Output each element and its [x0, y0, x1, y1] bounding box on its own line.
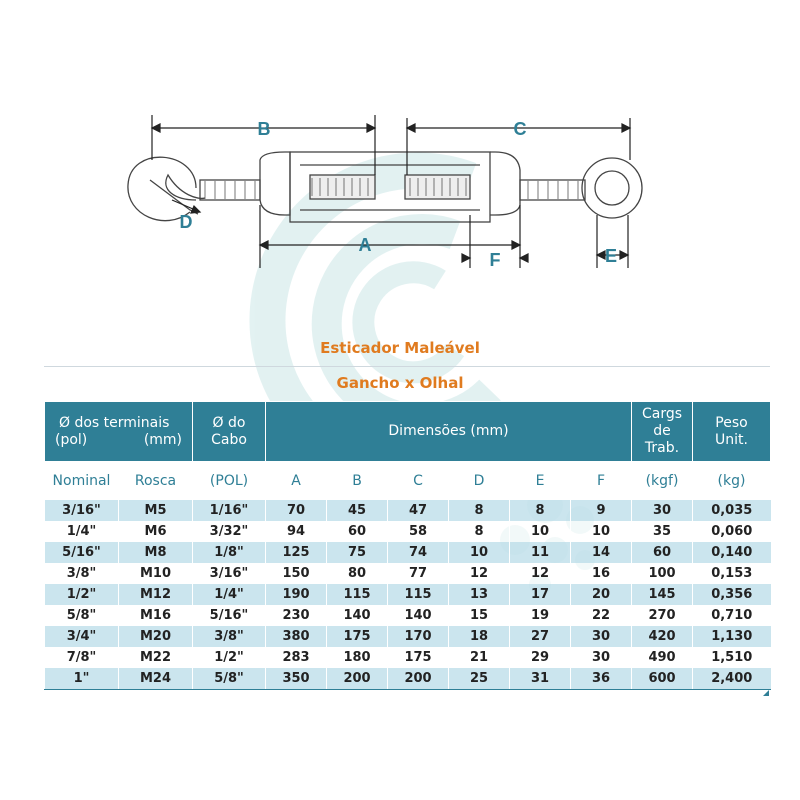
- table-cell: M5: [119, 500, 193, 522]
- corner-mark: [763, 690, 771, 696]
- eye-inner: [595, 171, 629, 205]
- table-cell: 21: [449, 647, 510, 668]
- hook-thread: [200, 180, 260, 200]
- table-row: [45, 668, 771, 690]
- table-cell: 18: [449, 626, 510, 647]
- label-c: C: [513, 119, 527, 139]
- table-cell: 74: [388, 542, 449, 563]
- header-cabo: Ø do Cabo: [193, 402, 266, 462]
- table-cell: 200: [388, 668, 449, 690]
- table-row: [45, 542, 771, 563]
- subheader-row: [45, 462, 771, 500]
- table-cell: 8: [449, 500, 510, 522]
- header-terminals-pol: (pol): [55, 431, 88, 448]
- table-cell: 170: [388, 626, 449, 647]
- table-cell: 11: [510, 542, 571, 563]
- table-cell: 150: [266, 563, 327, 584]
- table-cell: 3/4": [45, 626, 119, 647]
- table-cell: 8: [510, 500, 571, 522]
- table-cell: 30: [571, 647, 632, 668]
- header-carga: Cargs de Trab.: [632, 402, 693, 462]
- table-cell: 12: [510, 563, 571, 584]
- table-cell: 10: [571, 521, 632, 542]
- table-cell: 1/16": [193, 500, 266, 522]
- table-cell: 0,035: [693, 500, 771, 522]
- table-cell: 17: [510, 584, 571, 605]
- table-row: [45, 626, 771, 647]
- subheader-cell: B: [327, 462, 388, 500]
- table-cell: 140: [327, 605, 388, 626]
- table-cell: 283: [266, 647, 327, 668]
- table-cell: 230: [266, 605, 327, 626]
- table-cell: 115: [327, 584, 388, 605]
- subheader-cell: E: [510, 462, 571, 500]
- table-cell: 13: [449, 584, 510, 605]
- table-cell: 1/4": [193, 584, 266, 605]
- subheader-cell: F: [571, 462, 632, 500]
- table-cell: 14: [571, 542, 632, 563]
- header-peso: Peso Unit.: [693, 402, 771, 462]
- turnbuckle-diagram: [0, 0, 800, 300]
- table-cell: M16: [119, 605, 193, 626]
- subheader-cell: (POL): [193, 462, 266, 500]
- table-cell: 19: [510, 605, 571, 626]
- subheader-cell: Rosca: [119, 462, 193, 500]
- table-cell: 30: [571, 626, 632, 647]
- table-cell: 35: [632, 521, 693, 542]
- table-cell: 45: [327, 500, 388, 522]
- table-cell: 175: [388, 647, 449, 668]
- table-cell: 1": [45, 668, 119, 690]
- header-terminals: [45, 402, 193, 462]
- subheader-cell: (kgf): [632, 462, 693, 500]
- table-cell: 8: [449, 521, 510, 542]
- label-a: A: [358, 235, 372, 255]
- table-row: [45, 563, 771, 584]
- table-cell: 5/8": [193, 668, 266, 690]
- table-cell: M22: [119, 647, 193, 668]
- label-d: D: [179, 212, 193, 232]
- table-cell: 25: [449, 668, 510, 690]
- table-cell: 420: [632, 626, 693, 647]
- subheader-cell: (kg): [693, 462, 771, 500]
- table-cell: 2,400: [693, 668, 771, 690]
- body-frame: [260, 152, 290, 215]
- product-title: Esticador Maleável: [320, 339, 480, 357]
- table-cell: 27: [510, 626, 571, 647]
- label-f: F: [489, 250, 501, 270]
- table-cell: 77: [388, 563, 449, 584]
- table-cell: 0,710: [693, 605, 771, 626]
- table-cell: 1/4": [45, 521, 119, 542]
- table-cell: 60: [632, 542, 693, 563]
- table-cell: M8: [119, 542, 193, 563]
- table-cell: 0,153: [693, 563, 771, 584]
- table-cell: 0,356: [693, 584, 771, 605]
- table-cell: 1/2": [193, 647, 266, 668]
- table-cell: M6: [119, 521, 193, 542]
- table-cell: 22: [571, 605, 632, 626]
- table-cell: 270: [632, 605, 693, 626]
- table-cell: 140: [388, 605, 449, 626]
- table-cell: 175: [327, 626, 388, 647]
- table-cell: 125: [266, 542, 327, 563]
- table-cell: 12: [449, 563, 510, 584]
- table-cell: 350: [266, 668, 327, 690]
- table-row: [45, 647, 771, 668]
- subheader-cell: A: [266, 462, 327, 500]
- product-subtitle: Gancho x Olhal: [336, 374, 464, 392]
- table-cell: 380: [266, 626, 327, 647]
- spec-table: [44, 401, 771, 690]
- table-cell: 0,140: [693, 542, 771, 563]
- table-row: [45, 605, 771, 626]
- table-row: [45, 584, 771, 605]
- table-cell: 31: [510, 668, 571, 690]
- table-cell: 115: [388, 584, 449, 605]
- table-cell: 3/8": [193, 626, 266, 647]
- subheader-cell: C: [388, 462, 449, 500]
- header-terminals-title: Ø dos terminais: [59, 414, 170, 431]
- table-cell: 7/8": [45, 647, 119, 668]
- table-cell: M12: [119, 584, 193, 605]
- table-cell: 5/8": [45, 605, 119, 626]
- table-row: [45, 500, 771, 522]
- header-dimensions: Dimensões (mm): [266, 402, 632, 462]
- table-cell: 58: [388, 521, 449, 542]
- inner-thread-right: [405, 175, 470, 199]
- table-cell: 190: [266, 584, 327, 605]
- table-cell: 5/16": [193, 605, 266, 626]
- label-b: B: [257, 119, 271, 139]
- table-cell: 1/8": [193, 542, 266, 563]
- eye-thread: [520, 180, 585, 200]
- subheader-cell: D: [449, 462, 510, 500]
- table-cell: 47: [388, 500, 449, 522]
- table-cell: 16: [571, 563, 632, 584]
- table-cell: 490: [632, 647, 693, 668]
- table-cell: 145: [632, 584, 693, 605]
- table-cell: M20: [119, 626, 193, 647]
- eye-outer: [582, 158, 642, 218]
- table-cell: 5/16": [45, 542, 119, 563]
- table-cell: 75: [327, 542, 388, 563]
- table-cell: 200: [327, 668, 388, 690]
- table-cell: 180: [327, 647, 388, 668]
- table-cell: 1/2": [45, 584, 119, 605]
- table-cell: 0,060: [693, 521, 771, 542]
- table-cell: 3/16": [45, 500, 119, 522]
- table-cell: M24: [119, 668, 193, 690]
- table-cell: 94: [266, 521, 327, 542]
- label-e: E: [604, 246, 618, 266]
- table-cell: 1,510: [693, 647, 771, 668]
- subheader-cell: Nominal: [45, 462, 119, 500]
- table-cell: 3/16": [193, 563, 266, 584]
- table-cell: 3/32": [193, 521, 266, 542]
- header-terminals-mm: (mm): [143, 431, 183, 448]
- table-row: [45, 521, 771, 542]
- table-cell: 29: [510, 647, 571, 668]
- table-cell: 1,130: [693, 626, 771, 647]
- table-cell: 80: [327, 563, 388, 584]
- table-cell: 15: [449, 605, 510, 626]
- table-cell: 600: [632, 668, 693, 690]
- table-cell: 20: [571, 584, 632, 605]
- table-cell: 60: [327, 521, 388, 542]
- table-cell: 9: [571, 500, 632, 522]
- table-cell: 10: [510, 521, 571, 542]
- table-cell: 30: [632, 500, 693, 522]
- table-cell: M10: [119, 563, 193, 584]
- title-divider: [44, 366, 770, 367]
- table-cell: 36: [571, 668, 632, 690]
- table-cell: 70: [266, 500, 327, 522]
- table-cell: 100: [632, 563, 693, 584]
- table-cell: 10: [449, 542, 510, 563]
- table-cell: 3/8": [45, 563, 119, 584]
